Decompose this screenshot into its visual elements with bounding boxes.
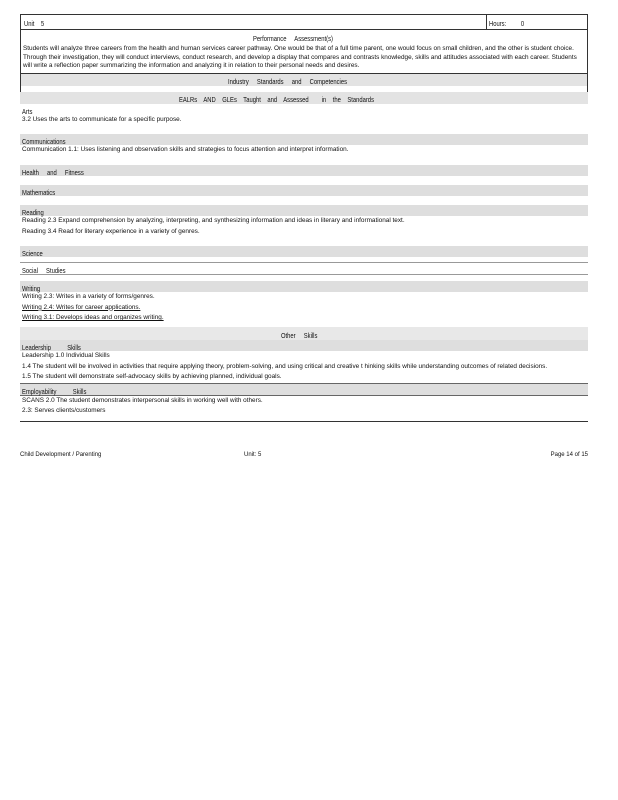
industry-heading: Industry Standards and Competencies [20,73,588,86]
writing-item: Writing 3.1: Develops ideas and organizes writing. [22,314,164,322]
footer-course: Child Development / Parenting [20,452,102,458]
reading-item: Reading 2.3 Expand comprehension by analyzing, interpreting, and synthesizing information and ideas in literary and informational text. [22,216,405,224]
reading-item: Reading 3.4 Read for literary experience in a variety of genres. [22,227,200,235]
writing-item: Writing 2.4: Writes for career applications. [22,303,141,311]
footer-page-number: Page 14 of 15 [550,452,588,458]
employability-item: 2.3: Serves clients/customers [22,407,106,415]
arts-heading: Arts [22,106,33,116]
employability-heading: Employability Skills [20,383,588,396]
performance-text: Students will analyze three careers from the health and human services career pathway. One would be that of a full time parent, one would focus on small children, and the other is student choice. Through their investigation, they will conduct interviews, conduct research, and develop a display that compares and contrasts knowledge, skills and attitudes associated with each career. Students will write a reflection paper summarizing the information and analyzing it in relation to their personal needs and desires. [20,43,588,73]
unit-label: Unit [24,19,35,28]
unit-cell [21,15,486,29]
social-studies-heading: Social Studies [20,262,588,275]
leadership-item: 1.5 The student will demonstrate self-advocacy skills by achieving planned, individual goals. [22,373,282,381]
arts-item: 3.2 Uses the arts to communicate for a specific purpose. [22,115,182,123]
leadership-heading: Leadership Skills [20,340,588,351]
communications-heading: Communications [20,134,588,145]
unit-plan-sheet [20,14,588,422]
mathematics-heading: Mathematics [20,185,588,196]
reading-heading: Reading [20,205,588,216]
writing-item: Writing 2.3: Writes in a variety of forms/genres. [22,293,155,301]
page-footer [20,452,588,458]
hours-label: Hours: [489,19,507,28]
unit-value: 5 [40,19,45,28]
ealrs-heading: EALRs AND GLEs Taught and Assessed in the Standards [20,92,588,104]
hours-value: 0 [520,19,525,28]
science-heading: Science [20,246,588,257]
other-skills-heading: Other Skills [20,327,588,340]
unit-hours-row [20,14,588,29]
writing-heading: Writing [20,281,588,292]
leadership-item: 1.4 The student will be involved in activities that require applying theory, problem-solving, and using critical and creative t hinking skills while understanding outcomes of related decisions. [22,362,548,370]
employability-item: SCANS 2.0 The student demonstrates interpersonal skills in working well with others. [22,396,263,404]
communications-item: Communication 1.1: Uses listening and observation skills and strategies to focus attention and interpret information. [22,146,349,154]
footer-unit: Unit: 5 [244,452,262,458]
performance-heading: Performance Assessment(s) [20,29,588,43]
health-fitness-heading: Health and Fitness [20,165,588,176]
hours-cell [486,15,587,29]
leadership-item: Leadership 1.0 Individual Skills [22,351,110,359]
